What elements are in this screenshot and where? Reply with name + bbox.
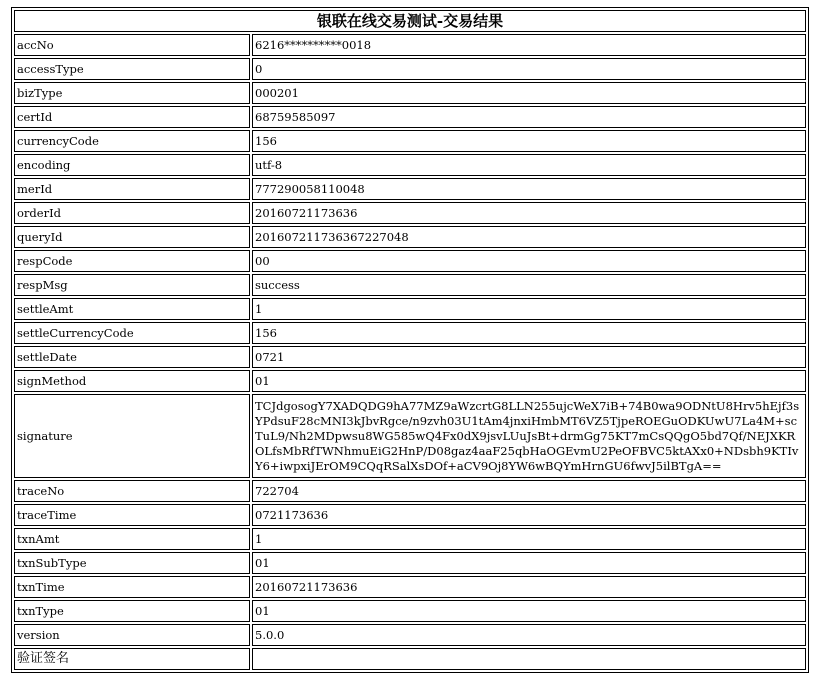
field-value: 000201: [252, 82, 806, 104]
field-value: 20160721173636: [252, 576, 806, 598]
field-name: certId: [14, 106, 250, 128]
table-row-traceno: [14, 480, 806, 502]
table-row-settleamt: [14, 298, 806, 320]
table-row-merid: [14, 178, 806, 200]
field-value: 156: [252, 130, 806, 152]
field-value: 01: [252, 370, 806, 392]
table-row-signmethod: [14, 370, 806, 392]
table-row-currencycode: [14, 130, 806, 152]
field-name: txnAmt: [14, 528, 250, 550]
table-row-tracetime: [14, 504, 806, 526]
field-name: settleCurrencyCode: [14, 322, 250, 344]
field-name: queryId: [14, 226, 250, 248]
field-value: 1: [252, 528, 806, 550]
title-row: [14, 10, 806, 32]
field-name: version: [14, 624, 250, 646]
table-row-signature: [14, 394, 806, 478]
field-value: 00: [252, 250, 806, 272]
page-title: 银联在线交易测试-交易结果: [14, 10, 806, 32]
field-value: 1: [252, 298, 806, 320]
field-name: respMsg: [14, 274, 250, 296]
table-row-txnsubtype: [14, 552, 806, 574]
table-row-queryid: [14, 226, 806, 248]
field-value: 777290058110048: [252, 178, 806, 200]
field-name: accessType: [14, 58, 250, 80]
table-row-txntime: [14, 576, 806, 598]
field-name: txnType: [14, 600, 250, 622]
field-name: settleAmt: [14, 298, 250, 320]
field-value: 0721: [252, 346, 806, 368]
table-row-txntype: [14, 600, 806, 622]
verify-signature-row: [14, 648, 806, 670]
table-row-accno: [14, 34, 806, 56]
field-value: 156: [252, 322, 806, 344]
field-name: accNo: [14, 34, 250, 56]
table-row-txnamt: [14, 528, 806, 550]
field-name: traceNo: [14, 480, 250, 502]
field-name: currencyCode: [14, 130, 250, 152]
table-row-version: [14, 624, 806, 646]
field-value: 6216**********0018: [252, 34, 806, 56]
table-row-encoding: [14, 154, 806, 176]
field-value: 5.0.0: [252, 624, 806, 646]
field-value: 68759585097: [252, 106, 806, 128]
table-row-settledate: [14, 346, 806, 368]
field-value: 722704: [252, 480, 806, 502]
field-value: TCJdgosogY7XADQDG9hA77MZ9aWzcrtG8LLN255ujcWeX7iB+74B0wa9ODNtU8Hrv5hEjf3sYPdsuF28cMNI3kJbvRgce/n9zvh03U1tAm4jnxiHmbMT6VZ5TjpeROEGuODKUwU7La4M+scTuL9/Nh2MDpwsu8WG585wQ4Fx0dX9jsvLUuJsBt+drmGg75KT7mCsQQgO5bd7Qf/NEJXKROLfsMbRfTWNhmuEiG2HnP/D08gaz4aaF25qbHaOGEvmU2PeOFBVC5ktAXx0+NDsbh9KTIvY6+iwpxiJErOM9CQqRSalXsDOf+aCV9Oj8YW6wBQYmHrnGU6fwvJ5ilBTgA==: [252, 394, 806, 478]
field-name: txnTime: [14, 576, 250, 598]
table-row-settlecurrencycode: [14, 322, 806, 344]
field-value: 0721173636: [252, 504, 806, 526]
field-name: traceTime: [14, 504, 250, 526]
field-value: 0: [252, 58, 806, 80]
field-name: settleDate: [14, 346, 250, 368]
field-name: signature: [14, 394, 250, 478]
field-value: utf-8: [252, 154, 806, 176]
field-value: success: [252, 274, 806, 296]
table-row-orderid: [14, 202, 806, 224]
table-row-respcode: [14, 250, 806, 272]
field-name: respCode: [14, 250, 250, 272]
table-row-certid: [14, 106, 806, 128]
field-value: 01: [252, 552, 806, 574]
result-table: [11, 7, 809, 673]
verify-signature-value: [252, 648, 806, 670]
verify-signature-label: 验证签名: [14, 648, 250, 670]
field-name: orderId: [14, 202, 250, 224]
table-row-biztype: [14, 82, 806, 104]
table-row-accesstype: [14, 58, 806, 80]
field-value: 01: [252, 600, 806, 622]
field-name: merId: [14, 178, 250, 200]
field-value: 20160721173636: [252, 202, 806, 224]
field-name: bizType: [14, 82, 250, 104]
field-value: 201607211736367227048: [252, 226, 806, 248]
field-name: encoding: [14, 154, 250, 176]
field-name: signMethod: [14, 370, 250, 392]
field-name: txnSubType: [14, 552, 250, 574]
table-row-respmsg: [14, 274, 806, 296]
